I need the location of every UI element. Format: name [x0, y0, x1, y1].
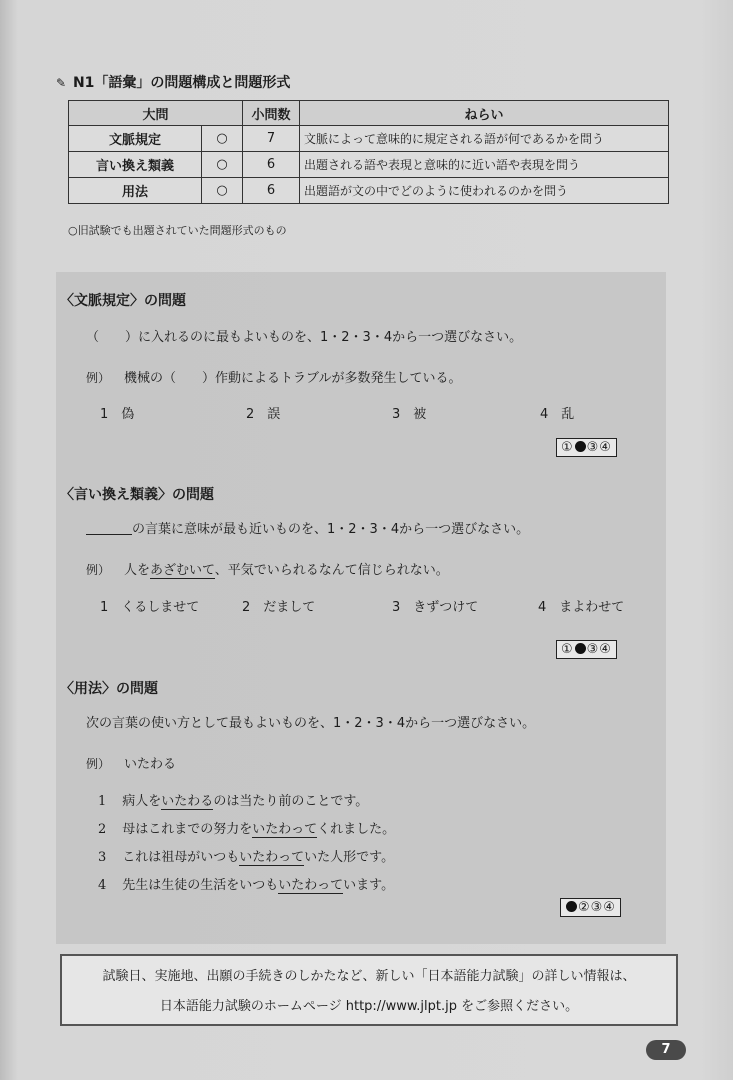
table-header-row [69, 101, 669, 126]
pencil-icon: ✎ [56, 76, 67, 90]
answer-option: ① [561, 642, 574, 657]
table-row [69, 178, 669, 204]
example-label: 例） [86, 563, 111, 577]
option-underlined: いたわって [252, 822, 318, 837]
header-category: 大問 [69, 101, 243, 126]
option-underlined: いたわって [239, 850, 305, 865]
option-pre: これは祖母がいつも [122, 850, 240, 865]
answer-option: ① [561, 440, 574, 455]
heading-text: N1「語彙」の問題構成と問題形式 [72, 75, 291, 91]
section-title-usage: 〈用法〉の問題 [60, 681, 158, 697]
choice-item: 1 くるしませて [100, 600, 200, 615]
row-count: 6 [243, 178, 300, 204]
instruction-text: の言葉に意味が最も近いものを、1・2・3・4から一つ選びなさい。 [132, 522, 530, 537]
example-usage [86, 753, 176, 772]
example-pre: 人を [124, 563, 151, 578]
row-count: 7 [243, 126, 300, 152]
header-count: 小問数 [243, 101, 300, 126]
filled-circle-icon [566, 901, 577, 912]
example-paraphrase [86, 559, 449, 578]
choice-item: 2 誤 [246, 407, 281, 422]
choice-item: 3 きずつけて [392, 600, 479, 615]
answer-key [556, 438, 617, 457]
filled-circle-icon [575, 441, 586, 452]
usage-option [98, 874, 394, 893]
option-number: 3 [98, 850, 107, 865]
answer-option: ③④ [586, 440, 612, 455]
row-mark: ○ [202, 152, 243, 178]
option-number: 2 [98, 822, 107, 837]
example-text: 機械の（ ）作動によるトラブルが多数発生している。 [124, 371, 462, 386]
row-category: 言い換え類義 [69, 152, 202, 178]
usage-option [98, 818, 395, 837]
section-title-context: 〈文脈規定〉の問題 [60, 293, 186, 309]
page-number: 7 [646, 1040, 686, 1060]
table-note: ○旧試験でも出題されていた問題形式のもの [68, 224, 287, 237]
option-post: います。 [343, 878, 395, 893]
row-category: 用法 [69, 178, 202, 204]
option-pre: 先生は生徒の生活をいつも [122, 878, 279, 893]
table-row [69, 152, 669, 178]
example-context [86, 367, 462, 386]
row-mark: ○ [202, 126, 243, 152]
row-count: 6 [243, 152, 300, 178]
choice-item: 2 だまして [242, 600, 316, 615]
example-post: 、平気でいられるなんて信じられない。 [214, 563, 449, 578]
option-number: 1 [98, 794, 107, 809]
page-heading [56, 72, 290, 92]
row-category: 文脈規定 [69, 126, 202, 152]
choice-item: 4 まよわせて [538, 600, 625, 615]
row-mark: ○ [202, 178, 243, 204]
section-title-paraphrase: 〈言い換え類義〉の問題 [60, 487, 214, 503]
choice-item: 1 偽 [100, 407, 135, 422]
choice-item: 3 被 [392, 407, 427, 422]
row-aim: 出題語が文の中でどのように使われるのかを問う [300, 178, 669, 204]
filled-circle-icon [575, 643, 586, 654]
table-row [69, 126, 669, 152]
header-aim: ねらい [300, 101, 669, 126]
answer-option: ③④ [586, 642, 612, 657]
option-pre: 母はこれまでの努力を [122, 822, 253, 837]
option-underlined: いたわって [278, 878, 344, 893]
instruction-paraphrase [86, 518, 529, 537]
example-label: 例） [86, 371, 111, 385]
info-line-1: 試験日、実施地、出願の手続きのしかたなど、新しい「日本語能力試験」の詳しい情報は、 [102, 969, 636, 984]
example-word: いたわる [124, 757, 177, 772]
info-box [60, 954, 678, 1026]
option-post: くれました。 [317, 822, 396, 837]
example-label: 例） [86, 757, 111, 771]
example-underlined: あざむいて [150, 563, 215, 578]
option-post: のは当たり前のことです。 [213, 794, 369, 809]
instruction-context: （ ）に入れるのに最もよいものを、1・2・3・4から一つ選びなさい。 [86, 330, 523, 345]
structure-table [68, 100, 669, 204]
answer-key [560, 898, 621, 917]
instruction-usage: 次の言葉の使い方として最もよいものを、1・2・3・4から一つ選びなさい。 [86, 716, 536, 731]
underline-blank [86, 523, 132, 535]
option-pre: 病人を [122, 794, 162, 809]
answer-key [556, 640, 617, 659]
row-aim: 出題される語や表現と意味的に近い語や表現を問う [300, 152, 669, 178]
usage-option [98, 790, 368, 809]
info-line-2: 日本語能力試験のホームページ http://www.jlpt.jp をご参照ください。 [159, 999, 579, 1014]
option-number: 4 [98, 878, 107, 893]
usage-option [98, 846, 394, 865]
answer-option: ②③④ [578, 900, 616, 915]
option-underlined: いたわる [161, 794, 214, 809]
option-post: いた人形です。 [304, 850, 395, 865]
choice-item: 4 乱 [540, 407, 575, 422]
row-aim: 文脈によって意味的に規定される語が何であるかを問う [300, 126, 669, 152]
